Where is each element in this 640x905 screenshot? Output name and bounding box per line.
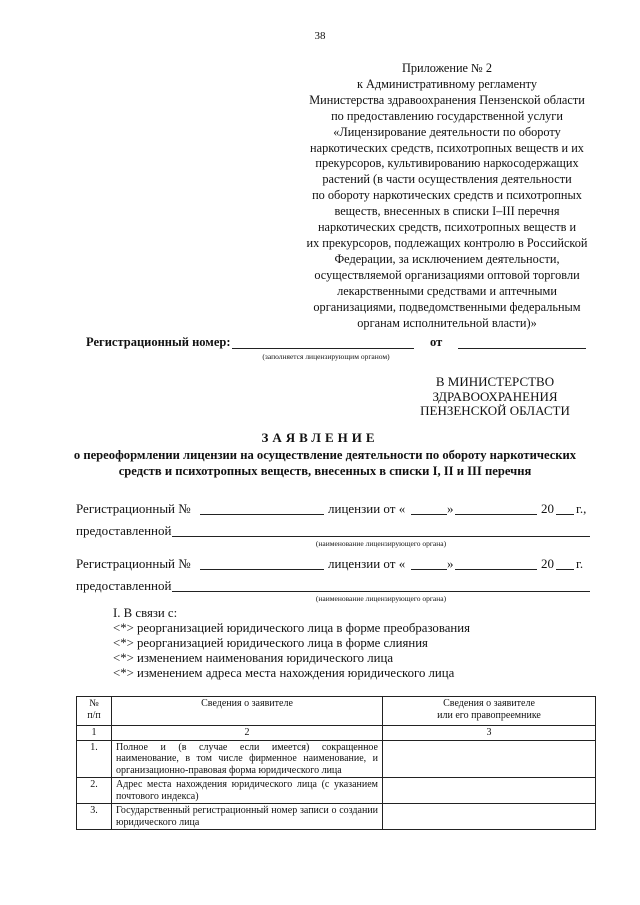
license-1-year-suffix: г., [576, 501, 587, 516]
registration-label: Регистрационный номер: [86, 335, 231, 349]
appendix-line: их прекурсоров, подлежащих контролю в Российской [306, 235, 588, 250]
license-1-provided-label: предоставленной [76, 523, 172, 538]
table-header-row [77, 697, 596, 726]
table-row [77, 778, 596, 804]
reasons-list [113, 606, 470, 681]
appendix-line: осуществляемой организациями оптовой торговли [314, 267, 580, 282]
table-number-row [77, 726, 596, 741]
document-title: ЗАЯВЛЕНИЕ [261, 430, 379, 445]
col-number: 3 [383, 726, 596, 741]
header-num [77, 697, 112, 726]
registration-row [86, 335, 606, 361]
header-applicant: Сведения о заявителе [112, 697, 383, 726]
appendix-line: Приложение № 2 [401, 61, 493, 75]
license-1-year-field[interactable] [556, 501, 574, 515]
license-2-from-label: лицензии от « [328, 556, 406, 571]
license-2-day-field[interactable] [411, 556, 447, 570]
license-1-reg-label: Регистрационный № [76, 501, 191, 516]
appendix-line: Федерации, за исключением деятельности, [334, 251, 560, 266]
registration-from-label: от [430, 335, 443, 349]
license-1-day-field[interactable] [411, 501, 447, 515]
document-subtitle [70, 447, 580, 479]
reason-option[interactable]: <*> изменением адреса места нахождения юридического лица [113, 666, 455, 680]
row-label: Государственный регистрационный номер записи о создании юридического лица [112, 804, 383, 830]
license-1-authority-field[interactable] [172, 523, 590, 537]
license-2-note: (наименование лицензирующего органа) [315, 594, 447, 603]
appendix-line: веществ, внесенных в списки I–III перечня [334, 204, 560, 219]
table-row [77, 804, 596, 830]
reason-option[interactable]: <*> реорганизацией юридического лица в форме преобразования [113, 621, 470, 635]
subtitle-line: средств и психотропных веществ, внесенных в списки I, II и III перечня [118, 464, 532, 478]
row-num: 3. [77, 804, 112, 830]
addressee [400, 375, 590, 419]
registration-date-field[interactable] [458, 335, 586, 349]
license-2-month-field[interactable] [455, 556, 537, 570]
table-row [77, 740, 596, 778]
addressee-line: ПЕНЗЕНСКОЙ ОБЛАСТИ [420, 403, 570, 418]
row-value-cell[interactable] [383, 740, 596, 778]
row-value-cell[interactable] [383, 778, 596, 804]
row-value-cell[interactable] [383, 804, 596, 830]
license-2-reg-number-field[interactable] [200, 556, 324, 570]
row-num: 2. [77, 778, 112, 804]
subtitle-line: о переоформлении лицензии на осуществление деятельности по обороту наркотических [73, 448, 577, 462]
addressee-line: ЗДРАВООХРАНЕНИЯ [432, 388, 558, 404]
col-number: 1 [77, 726, 112, 741]
license-2-provided-label: предоставленной [76, 578, 172, 593]
appendix-heading [292, 61, 602, 331]
license-2-quote-close: » [447, 556, 454, 571]
appendix-line: наркотических средств, психотропных веществ и [317, 220, 577, 235]
row-label: Адрес места нахождения юридического лица (с указанием почтового индекса) [112, 778, 383, 804]
license-1-reg-number-field[interactable] [200, 501, 324, 515]
registration-number-field[interactable] [232, 335, 414, 349]
license-1-quote-close: » [447, 501, 454, 516]
license-2-year-prefix: 20 [541, 556, 554, 571]
license-1-month-field[interactable] [455, 501, 537, 515]
appendix-line: организациями, подведомственными федеральным [313, 299, 581, 314]
appendix-line: наркотических средств, психотропных веществ и их [310, 140, 584, 155]
header-successor-line: Сведения о заявителе [443, 698, 535, 709]
license-2-year-suffix: г. [576, 556, 584, 571]
appendix-line: растений (в части осуществления деятельности [322, 172, 572, 187]
reason-option[interactable]: <*> реорганизацией юридического лица в форме слияния [113, 636, 428, 650]
appendix-line: «Лицензирование деятельности по обороту [333, 124, 561, 139]
license-2-year-field[interactable] [556, 556, 574, 570]
appendix-line: органам исполнительной власти)» [357, 315, 537, 330]
appendix-line: Министерства здравоохранения Пензенской области [309, 92, 585, 107]
appendix-line: лекарственными средствами и аптечными [337, 283, 557, 298]
license-2-reg-label: Регистрационный № [76, 556, 191, 571]
registration-note: (заполняется лицензирующим органом) [262, 352, 390, 361]
header-successor-line: или его правопреемнике [437, 709, 541, 721]
row-label: Полное и (в случае если имеется) сокращенное наименование, в том числе фирменное наименование, и организационно-правовая форма юридического лица [112, 740, 383, 778]
header-num-line: п/п [87, 709, 101, 721]
appendix-line: прекурсоров, культивированию наркосодержащих [315, 156, 579, 171]
appendix-line: по обороту наркотических средств и психотропных [312, 188, 582, 203]
header-num-line: № [89, 698, 99, 709]
addressee-line: В МИНИСТЕРСТВО [435, 374, 555, 389]
license-1-note: (наименование лицензирующего органа) [315, 539, 447, 548]
header-successor [383, 697, 596, 726]
appendix-line: к Административному регламенту [356, 76, 538, 91]
page-number: 38 [314, 30, 326, 42]
col-number: 2 [112, 726, 383, 741]
license-1-year-prefix: 20 [541, 501, 554, 516]
row-num: 1. [77, 740, 112, 778]
reason-option[interactable]: <*> изменением наименования юридического лица [113, 651, 394, 665]
appendix-line: по предоставлению государственной услуги [331, 108, 563, 123]
license-2-authority-field[interactable] [172, 578, 590, 592]
reasons-intro: I. В связи с: [113, 606, 178, 620]
applicant-info-table [76, 696, 596, 830]
license-1-from-label: лицензии от « [328, 501, 406, 516]
